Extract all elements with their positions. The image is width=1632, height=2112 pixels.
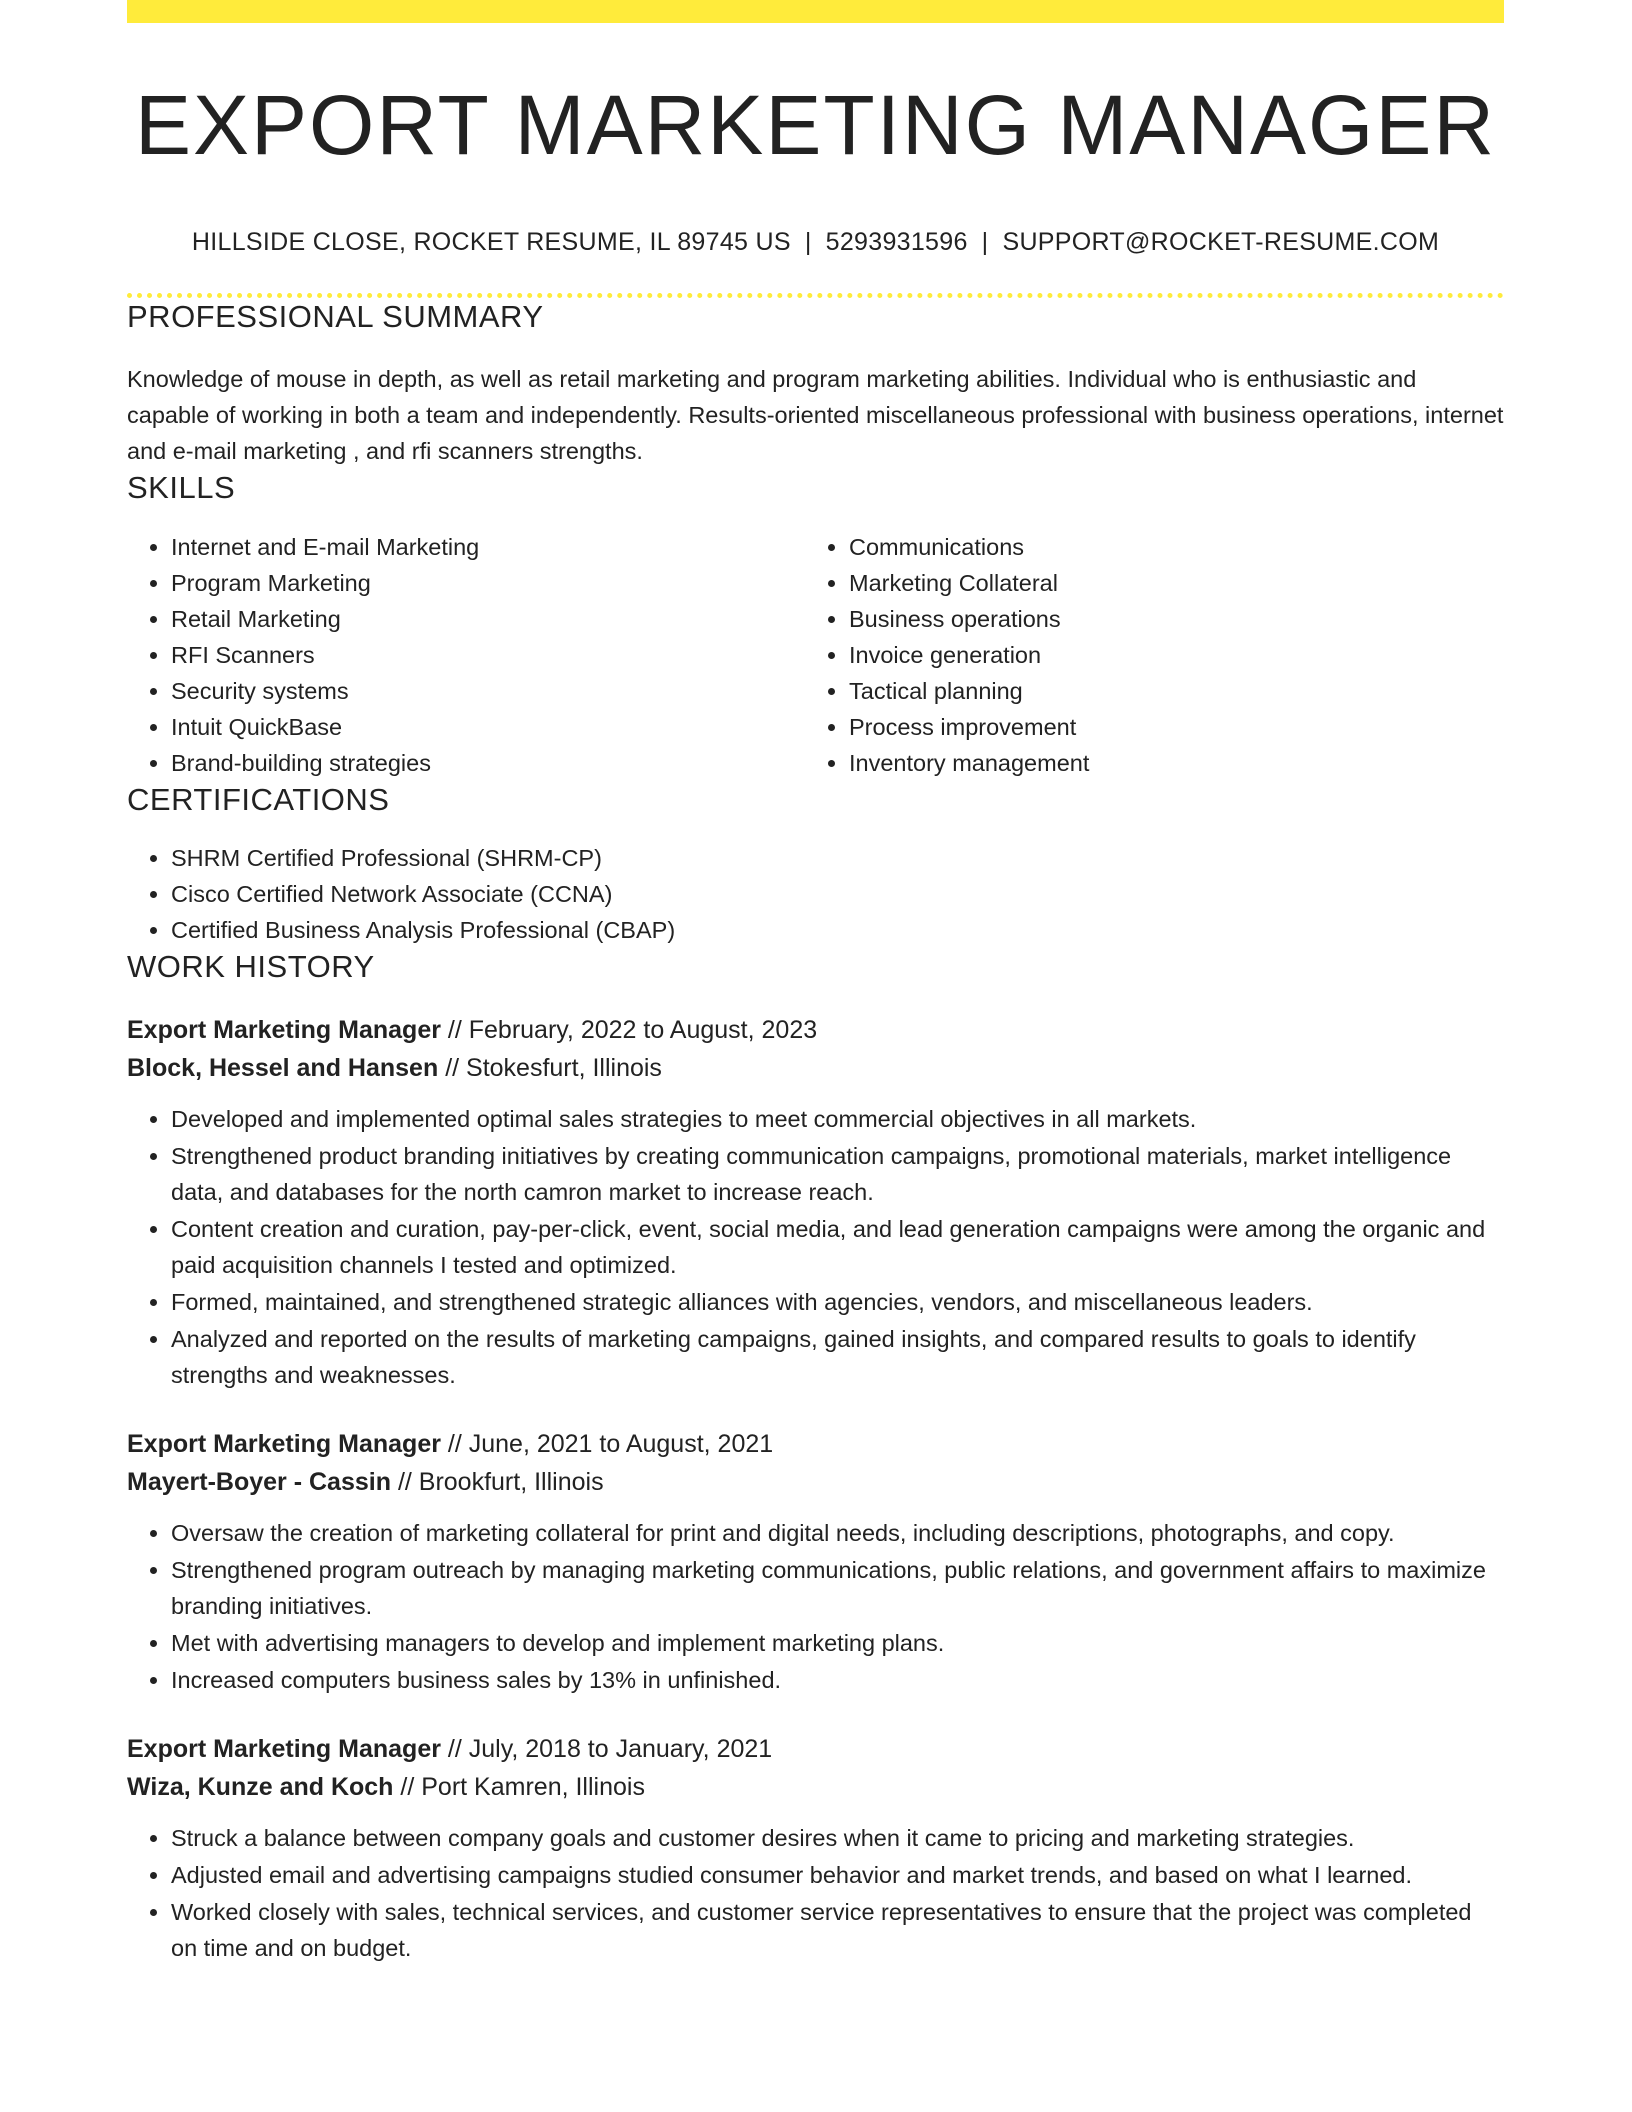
job-bullet: • Struck a balance between company goals and customer desires when it came to pricing and marketing strategies.	[171, 1820, 1504, 1856]
resume-title: EXPORT MARKETING MANAGER	[134, 78, 1497, 172]
job-title-line	[127, 1730, 1504, 1768]
job-bullet: • Increased computers business sales by 13% in unfinished.	[171, 1662, 1504, 1698]
certification-item: • SHRM Certified Professional (SHRM-CP)	[171, 840, 1504, 876]
skill-item: • Internet and E-mail Marketing	[171, 529, 805, 565]
resume-page	[127, 0, 1504, 1967]
certifications-heading: CERTIFICATIONS	[127, 781, 390, 817]
skill-item: • Communications	[849, 529, 1483, 565]
job-company-line	[127, 1463, 1504, 1501]
contact-phone[interactable]: 5293931596	[825, 228, 968, 257]
job-bullet: • Content creation and curation, pay-per-click, event, social media, and lead generation campaigns were among the organic and paid acquisition channels I tested and optimized.	[171, 1211, 1504, 1283]
skill-item: • Intuit QuickBase	[171, 709, 805, 745]
summary-heading: PROFESSIONAL SUMMARY	[127, 299, 544, 335]
summary-text: Knowledge of mouse in depth, as well as retail marketing and program marketing abilities. Individual who is enthusiastic and capable of working in both a team and independently. Results-oriented miscellaneous professional with business operations, internet and e-mail marketing , and rfi scanners strengths.	[127, 366, 1504, 465]
skills-column-right	[805, 507, 1483, 781]
certifications-list	[127, 840, 1504, 948]
skill-item: • RFI Scanners	[171, 637, 805, 673]
skills-list-left	[127, 529, 805, 781]
job-bullet: • Worked closely with sales, technical services, and customer service representatives to ensure that the project was completed on time and on budget.	[171, 1894, 1504, 1966]
job-dates: // February, 2022 to August, 2023	[447, 1015, 818, 1044]
contact-email[interactable]: SUPPORT@ROCKET-RESUME.COM	[1002, 228, 1440, 257]
job-bullet: • Analyzed and reported on the results of marketing campaigns, gained insights, and compared results to goals to identify strengths and weaknesses.	[171, 1321, 1504, 1393]
skill-item: • Brand-building strategies	[171, 745, 805, 781]
skills-heading: SKILLS	[127, 470, 236, 506]
job-bullet: • Strengthened product branding initiatives by creating communication campaigns, promotional materials, market intelligence data, and databases for the north camron market to increase reach.	[171, 1138, 1504, 1210]
job-title: Export Marketing Manager	[127, 1734, 441, 1763]
contact-separator: |	[981, 228, 989, 257]
job-title: Export Marketing Manager	[127, 1015, 441, 1044]
skill-item: • Security systems	[171, 673, 805, 709]
skills-columns	[127, 507, 1504, 781]
job-company: Mayert-Boyer - Cassin	[127, 1467, 391, 1496]
job-dates: // June, 2021 to August, 2021	[447, 1429, 774, 1458]
skill-item: • Program Marketing	[171, 565, 805, 601]
job-dates: // July, 2018 to January, 2021	[447, 1734, 773, 1763]
contact-line	[127, 227, 1504, 257]
job-bullet: • Met with advertising managers to develop and implement marketing plans.	[171, 1625, 1504, 1661]
skills-list-right	[805, 529, 1483, 781]
contact-address: HILLSIDE CLOSE, ROCKET RESUME, IL 89745 US	[191, 228, 791, 257]
job-title-line	[127, 1011, 1504, 1049]
job-company: Block, Hessel and Hansen	[127, 1053, 439, 1082]
skill-item: • Business operations	[849, 601, 1483, 637]
accent-top-bar	[127, 0, 1504, 23]
job-entry	[127, 1425, 1504, 1698]
job-bullets	[127, 1515, 1504, 1698]
skill-item: • Invoice generation	[849, 637, 1483, 673]
skill-item: • Tactical planning	[849, 673, 1483, 709]
job-bullets	[127, 1820, 1504, 1966]
job-location: // Port Kamren, Illinois	[400, 1772, 645, 1801]
job-bullet: • Oversaw the creation of marketing collateral for print and digital needs, including descriptions, photographs, and copy.	[171, 1515, 1504, 1551]
job-bullet: • Formed, maintained, and strengthened strategic alliances with agencies, vendors, and miscellaneous leaders.	[171, 1284, 1504, 1320]
skills-column-left	[127, 507, 805, 781]
job-location: // Brookfurt, Illinois	[397, 1467, 604, 1496]
job-bullet: • Developed and implemented optimal sales strategies to meet commercial objectives in all markets.	[171, 1101, 1504, 1137]
job-entry	[127, 1730, 1504, 1966]
certification-item: • Cisco Certified Network Associate (CCNA)	[171, 876, 1504, 912]
contact-separator: |	[804, 228, 812, 257]
job-title: Export Marketing Manager	[127, 1429, 441, 1458]
skill-item: • Marketing Collateral	[849, 565, 1483, 601]
job-location: // Stokesfurt, Illinois	[445, 1053, 662, 1082]
job-entry	[127, 1011, 1504, 1393]
job-company-line	[127, 1768, 1504, 1806]
job-bullet: • Strengthened program outreach by managing marketing communications, public relations, and government affairs to maximize branding initiatives.	[171, 1552, 1504, 1624]
job-bullets	[127, 1101, 1504, 1393]
certification-item: • Certified Business Analysis Professional (CBAP)	[171, 912, 1504, 948]
skill-item: • Retail Marketing	[171, 601, 805, 637]
skill-item: • Process improvement	[849, 709, 1483, 745]
work-history-heading: WORK HISTORY	[127, 948, 375, 984]
skill-item: • Inventory management	[849, 745, 1483, 781]
job-company-line	[127, 1049, 1504, 1087]
job-bullet: • Adjusted email and advertising campaigns studied consumer behavior and market trends, and based on what I learned.	[171, 1857, 1504, 1893]
job-title-line	[127, 1425, 1504, 1463]
job-company: Wiza, Kunze and Koch	[127, 1772, 394, 1801]
